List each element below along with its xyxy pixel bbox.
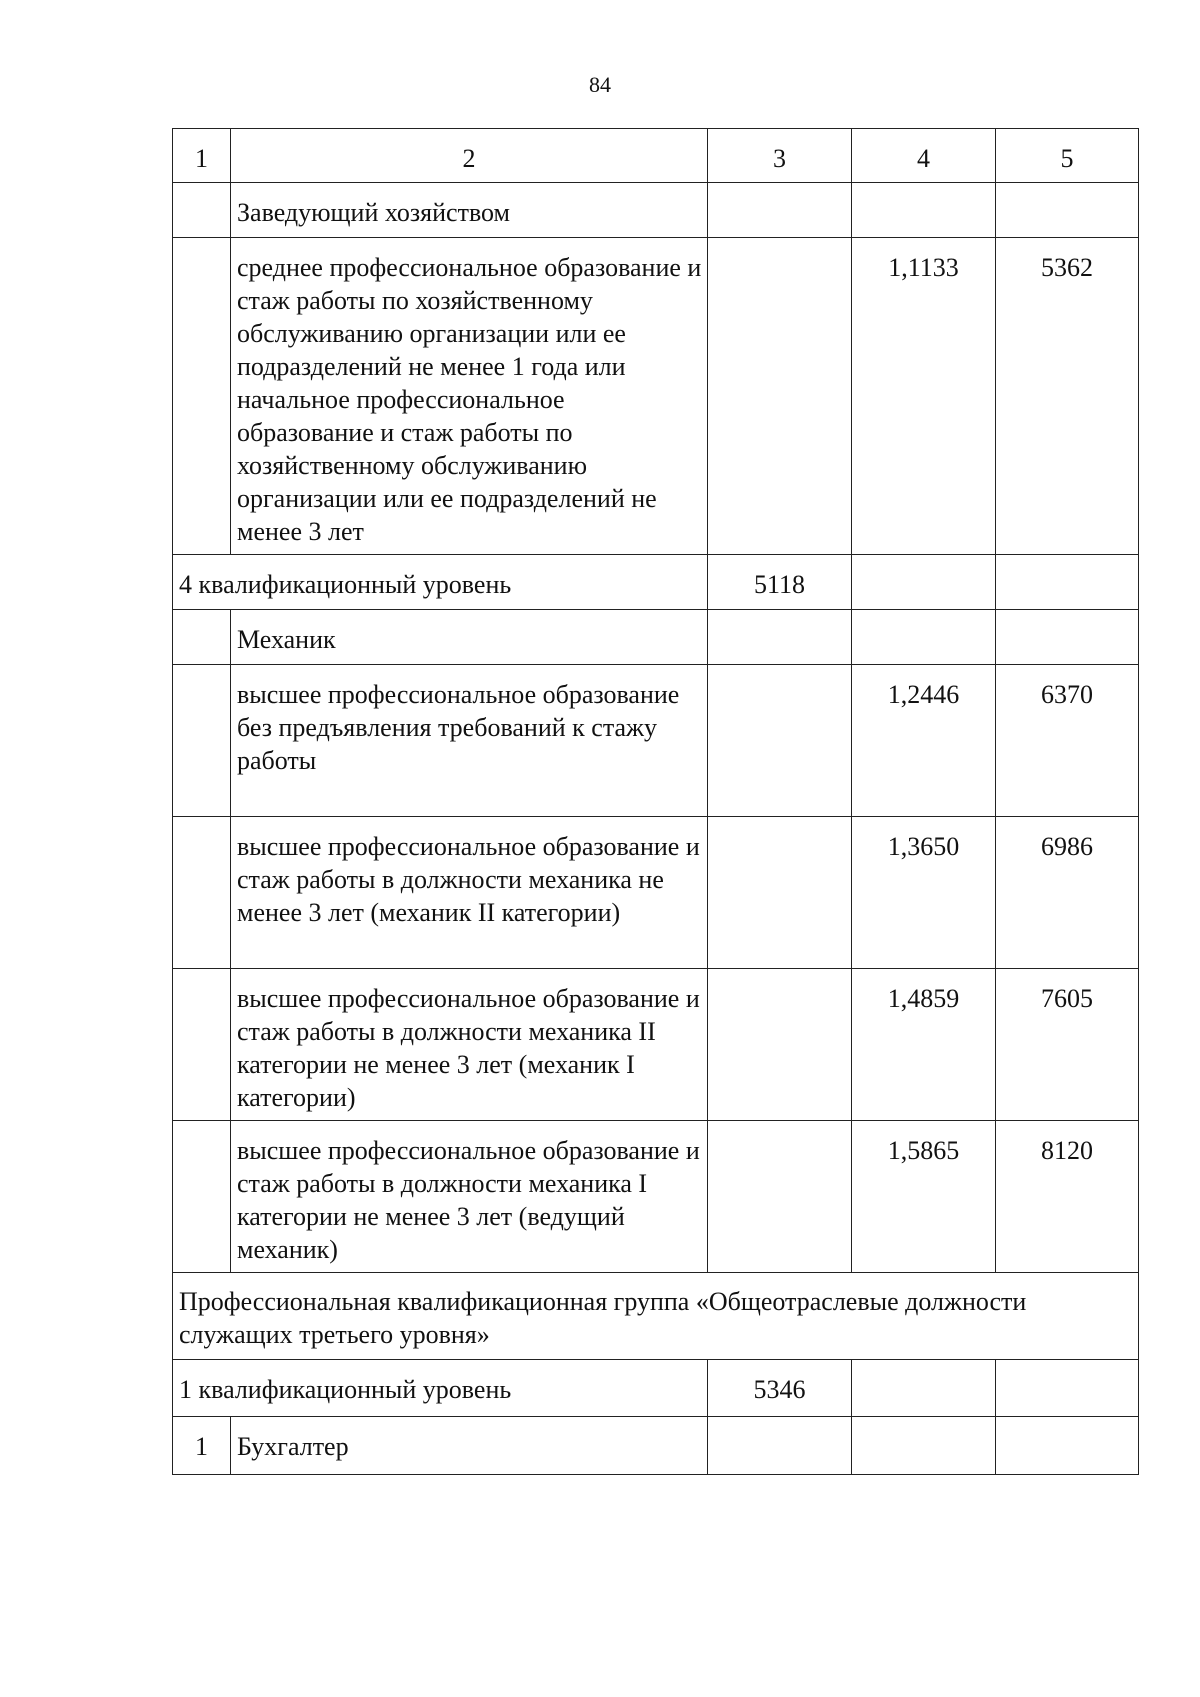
requirement-cell: высшее профессиональное образование и стаж работы в должности механика II категории не менее 3 лет (механик I категории)	[231, 969, 708, 1121]
table-row	[173, 969, 1139, 1121]
table-row	[173, 183, 1139, 238]
header-cell-1: 1	[173, 129, 231, 183]
coefficient-cell	[852, 555, 996, 610]
base-salary-cell	[708, 238, 852, 555]
base-salary-cell	[708, 1417, 852, 1475]
salary-cell: 6986	[996, 817, 1139, 969]
salary-cell	[996, 1417, 1139, 1475]
header-cell-5: 5	[996, 129, 1139, 183]
page-number: 84	[589, 72, 611, 97]
coefficient-cell: 1,2446	[852, 665, 996, 817]
base-salary-cell	[708, 969, 852, 1121]
coefficient-cell: 1,5865	[852, 1121, 996, 1273]
row-number-cell	[173, 665, 231, 817]
salary-cell	[996, 555, 1139, 610]
row-number-cell: 1	[173, 1417, 231, 1475]
coefficient-cell	[852, 183, 996, 238]
table-row	[173, 1273, 1139, 1360]
base-salary-cell	[708, 817, 852, 969]
salary-cell: 6370	[996, 665, 1139, 817]
table-row	[173, 1121, 1139, 1273]
header-cell-3: 3	[708, 129, 852, 183]
header-cell-2: 2	[231, 129, 708, 183]
base-salary-cell	[708, 665, 852, 817]
qualification-level-cell: 1 квалификационный уровень	[173, 1360, 708, 1417]
row-number-cell	[173, 238, 231, 555]
header-cell-4: 4	[852, 129, 996, 183]
position-title-cell: Бухгалтер	[231, 1417, 708, 1475]
salary-cell	[996, 610, 1139, 665]
salary-cell: 7605	[996, 969, 1139, 1121]
position-title-cell: Заведующий хозяйством	[231, 183, 708, 238]
salary-cell: 5362	[996, 238, 1139, 555]
base-salary-cell: 5118	[708, 555, 852, 610]
base-salary-cell	[708, 610, 852, 665]
row-number-cell	[173, 610, 231, 665]
coefficient-cell: 1,4859	[852, 969, 996, 1121]
coefficient-cell	[852, 1360, 996, 1417]
coefficient-cell: 1,3650	[852, 817, 996, 969]
table-row	[173, 1417, 1139, 1475]
table-row	[173, 817, 1139, 969]
coefficient-cell	[852, 1417, 996, 1475]
base-salary-cell	[708, 1121, 852, 1273]
requirement-cell: высшее профессиональное образование и стаж работы в должности механика не менее 3 лет (механик II категории)	[231, 817, 708, 969]
requirement-cell: высшее профессиональное образование без предъявления требований к стажу работы	[231, 665, 708, 817]
table-row	[173, 238, 1139, 555]
salary-cell: 8120	[996, 1121, 1139, 1273]
table-header-row	[173, 129, 1139, 183]
salary-table	[172, 128, 1139, 1475]
row-number-cell	[173, 969, 231, 1121]
coefficient-cell: 1,1133	[852, 238, 996, 555]
position-title-cell: Механик	[231, 610, 708, 665]
table-row	[173, 555, 1139, 610]
row-number-cell	[173, 1121, 231, 1273]
coefficient-cell	[852, 610, 996, 665]
requirement-cell: среднее профессиональное образование и стаж работы по хозяйственному обслуживанию организации или ее подразделений не менее 1 года или начальное профессиональное образование и стаж работы по хозяйственному обслуживанию организации или ее подразделений не менее 3 лет	[231, 238, 708, 555]
table-row	[173, 610, 1139, 665]
row-number-cell	[173, 183, 231, 238]
base-salary-cell	[708, 183, 852, 238]
qualification-level-cell: 4 квалификационный уровень	[173, 555, 708, 610]
qualification-group-cell: Профессиональная квалификационная группа «Общеотраслевые должности служащих третьего уровня»	[173, 1273, 1139, 1360]
salary-cell	[996, 1360, 1139, 1417]
salary-cell	[996, 183, 1139, 238]
row-number-cell	[173, 817, 231, 969]
requirement-cell: высшее профессиональное образование и стаж работы в должности механика I категории не менее 3 лет (ведущий механик)	[231, 1121, 708, 1273]
table-row	[173, 665, 1139, 817]
table-row	[173, 1360, 1139, 1417]
base-salary-cell: 5346	[708, 1360, 852, 1417]
